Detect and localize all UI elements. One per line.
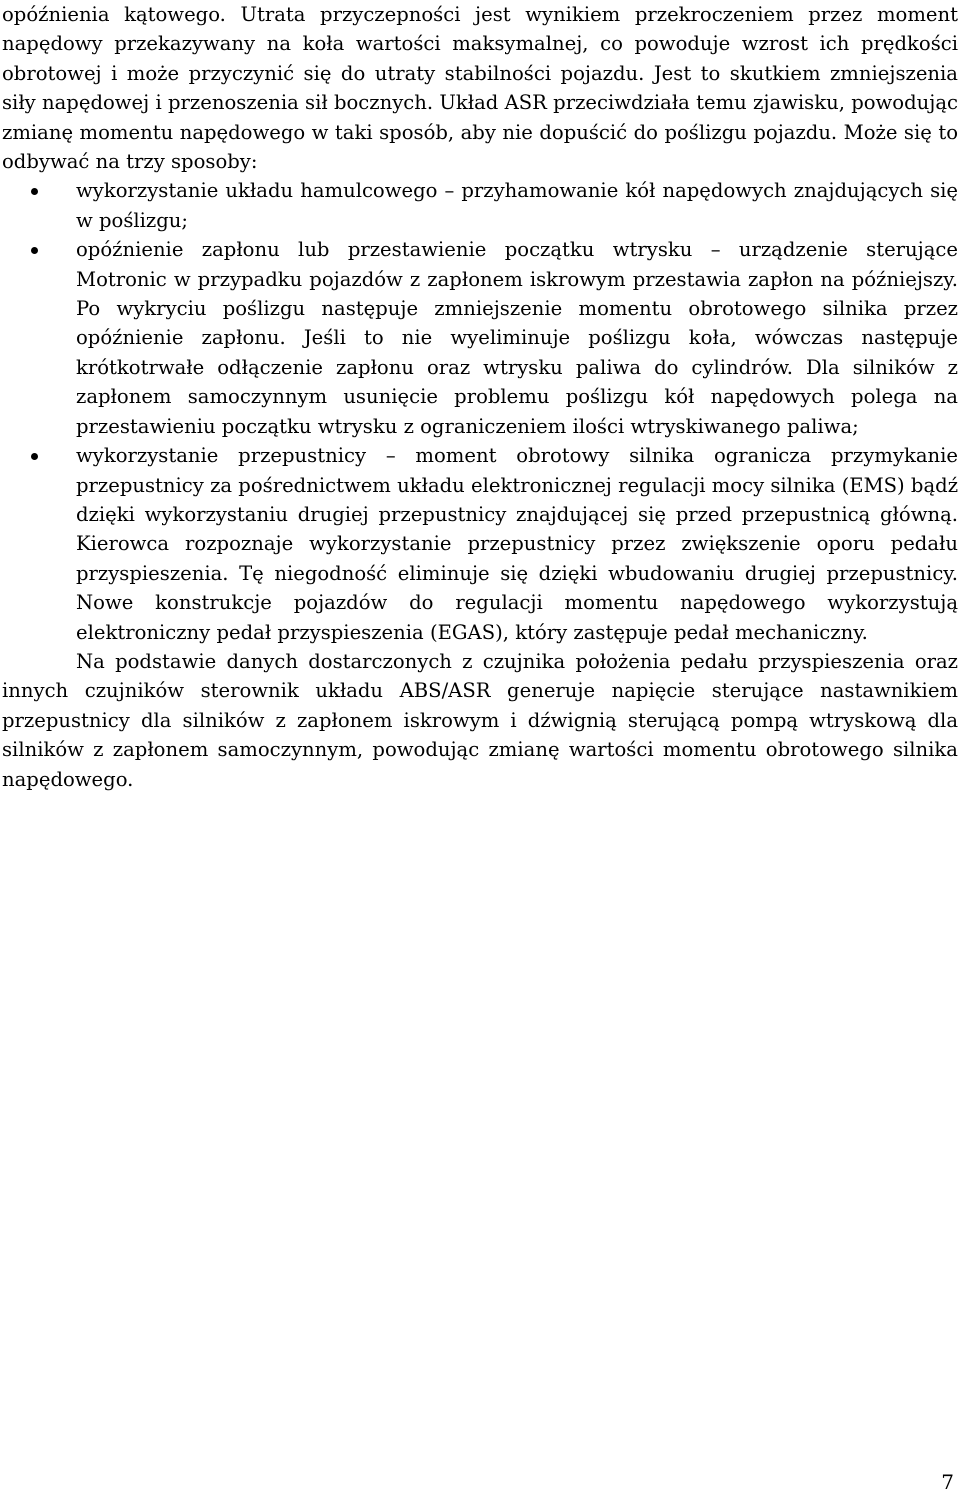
bullet-icon [31,188,38,195]
methods-list [2,176,958,647]
paragraph-intro: opóźnienia kątowego. Utrata przyczepności jest wynikiem przekroczeniem przez moment napędowy przekazywany na koła wartości maksymalnej, co powoduje wzrost ich prędkości obrotowej i może przyczynić się do utraty stabilności pojazdu. Jest to skutkiem zmniejszenia siły napędowej i przenoszenia sił bocznych. Układ ASR przeciwdziała temu zjawisku, powodując zmianę momentu napędowego w taki sposób, aby nie dopuścić do poślizgu pojazdu. Może się to odbywać na trzy sposoby: [2,3,958,174]
bullet-icon [31,247,38,254]
list-item [76,441,958,647]
paragraph-closing: Na podstawie danych dostarczonych z czujnika położenia pedału przyspieszenia oraz innych czujników sterownik układu ABS/ASR generuje napięcie sterujące nastawnikiem przepustnicy dla silników z zapłonem iskrowym i dźwignią sterującą pompą wtryskową dla silników z zapłonem samoczynnym, powodując zmianę wartości momentu obrotowego silnika napędowego. [2,649,958,791]
body-text [2,0,958,794]
list-item-text: opóźnienie zapłonu lub przestawienie początku wtrysku – urządzenie sterujące Motronic w przypadku pojazdów z zapłonem iskrowym przestawia zapłon na późniejszy. Po wykryciu poślizgu następuje zmniejszenie momentu obrotowego silnika przez opóźnienie zapłonu. Jeśli to nie wyeliminuje poślizgu koła, wówczas następuje krótkotrwałe odłączenie zapłonu oraz wtrysku paliwa do cylindrów. Dla silników z zapłonem samoczynnym usunięcie problemu poślizgu kół napędowych polega na przestawieniu początku wtrysku z ograniczeniem ilości wtryskiwanego paliwa; [76,238,958,438]
list-item [76,235,958,441]
bullet-icon [31,453,38,460]
list-item-text: wykorzystanie układu hamulcowego – przyhamowanie kół napędowych znajdujących się w poślizgu; [76,179,958,232]
list-item-text: wykorzystanie przepustnicy – moment obrotowy silnika ogranicza przymykanie przepustnicy za pośrednictwem układu elektronicznej regulacji mocy silnika (EMS) bądź dzięki wykorzystaniu drugiej przepustnicy znajdującej się przed przepustnicą główną. Kierowca rozpoznaje wykorzystanie przepustnicy przez zwiększenie oporu pedału przyspieszenia. Tę niegodność eliminuje się dzięki wbudowaniu drugiej przepustnicy. Nowe konstrukcje pojazdów do regulacji momentu napędowego wykorzystują elektroniczny pedał przyspieszenia (EGAS), który zastępuje pedał mechaniczny. [76,444,959,644]
page-number: 7 [941,1470,954,1494]
list-item [76,176,958,235]
